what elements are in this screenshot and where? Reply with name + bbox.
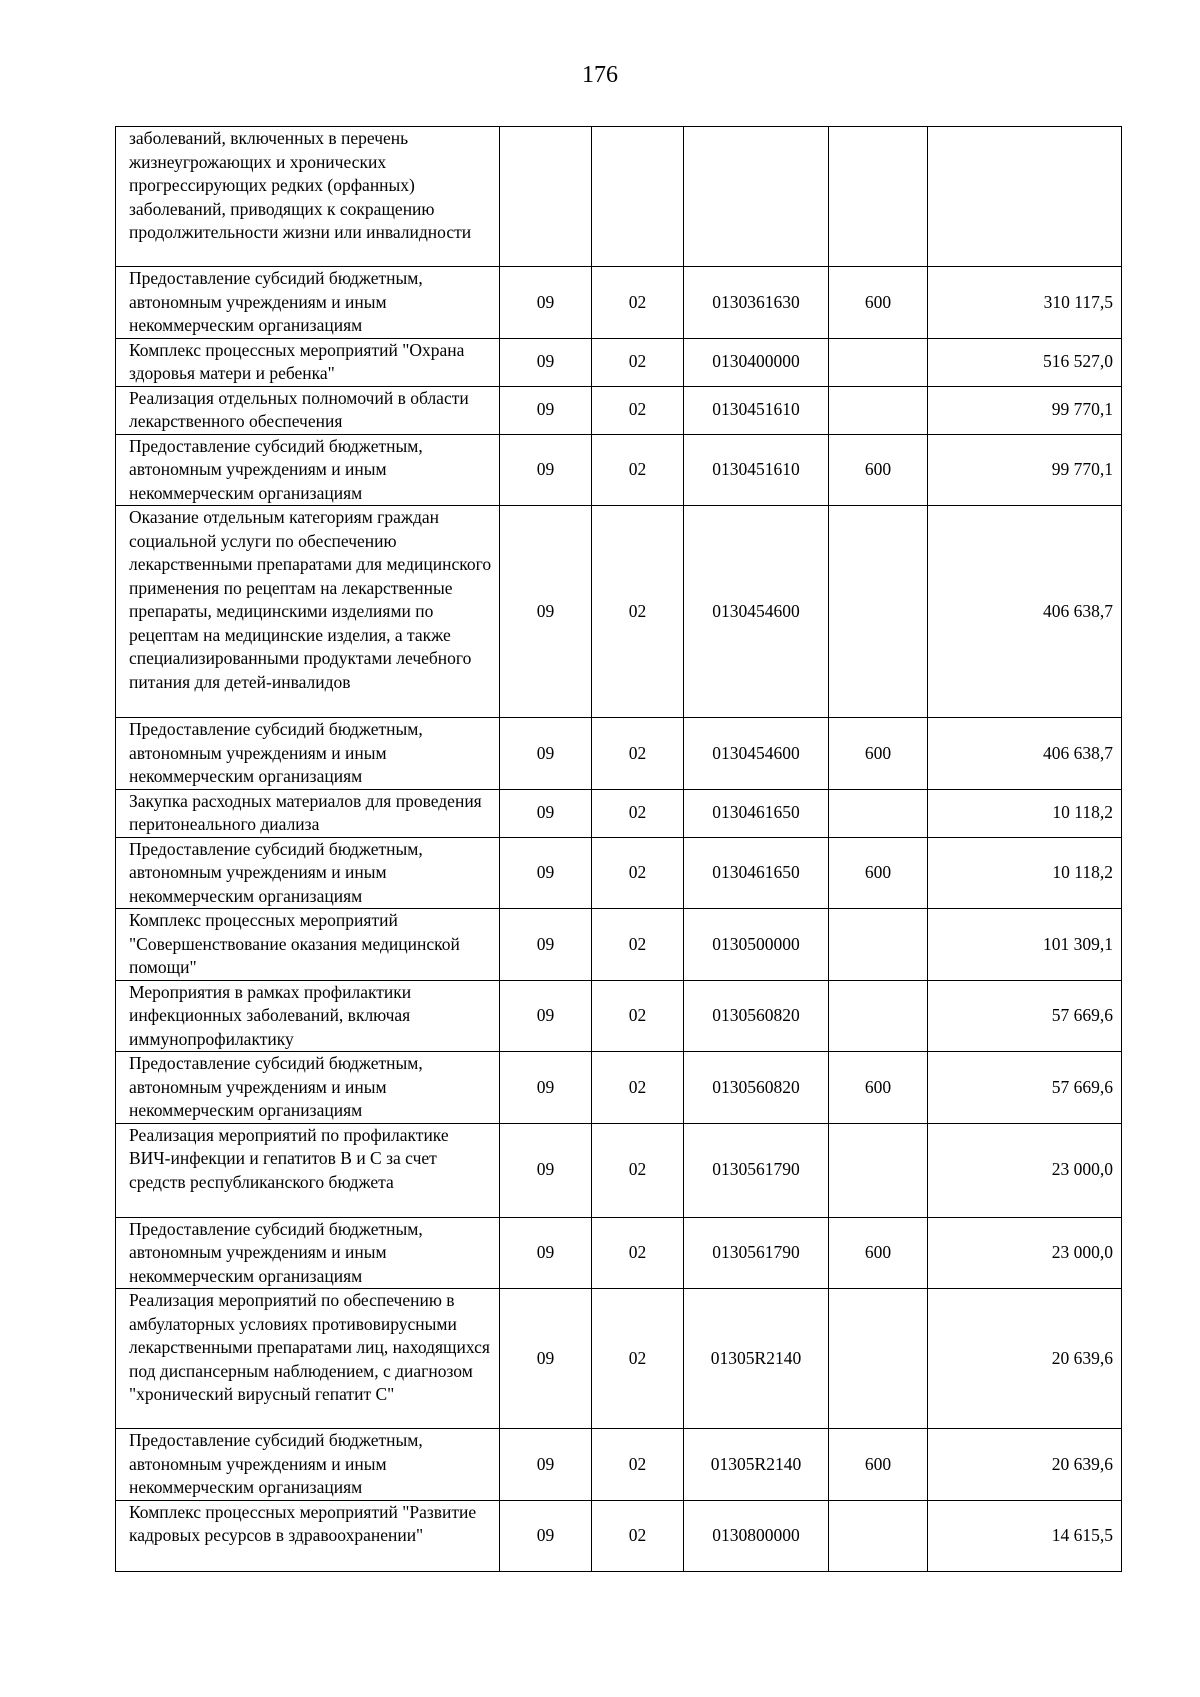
row-target-code: 01305R2140 xyxy=(684,1289,829,1429)
row-expense-type xyxy=(829,127,928,267)
row-subsection: 02 xyxy=(592,718,684,790)
row-target-code: 0130500000 xyxy=(684,909,829,981)
row-subsection: 02 xyxy=(592,1289,684,1429)
row-amount: 57 669,6 xyxy=(928,980,1122,1052)
row-name: Предоставление субсидий бюджетным, автономным учреждениям и иным некоммерческим организациям xyxy=(116,434,500,506)
row-target-code: 0130454600 xyxy=(684,506,829,718)
row-expense-type: 600 xyxy=(829,718,928,790)
row-expense-type xyxy=(829,338,928,386)
row-target-code: 0130400000 xyxy=(684,338,829,386)
row-name: Предоставление субсидий бюджетным, автономным учреждениям и иным некоммерческим организациям xyxy=(116,267,500,339)
row-subsection: 02 xyxy=(592,1217,684,1289)
row-target-code: 0130451610 xyxy=(684,434,829,506)
row-name: Закупка расходных материалов для проведения перитонеального диализа xyxy=(116,789,500,837)
table-row xyxy=(116,789,1122,837)
row-section: 09 xyxy=(500,789,592,837)
row-subsection: 02 xyxy=(592,909,684,981)
row-target-code: 0130461650 xyxy=(684,789,829,837)
row-target-code: 0130451610 xyxy=(684,386,829,434)
row-name: Реализация отдельных полномочий в области лекарственного обеспечения xyxy=(116,386,500,434)
row-target-code: 0130561790 xyxy=(684,1123,829,1217)
row-section: 09 xyxy=(500,837,592,909)
row-expense-type: 600 xyxy=(829,1429,928,1501)
row-section: 09 xyxy=(500,980,592,1052)
row-name: Реализация мероприятий по профилактике ВИЧ-инфекции и гепатитов B и C за счет средств республиканского бюджета xyxy=(116,1123,500,1217)
row-target-code: 0130800000 xyxy=(684,1500,829,1571)
row-name: Мероприятия в рамках профилактики инфекционных заболеваний, включая иммунопрофилактику xyxy=(116,980,500,1052)
row-section: 09 xyxy=(500,434,592,506)
row-section: 09 xyxy=(500,1217,592,1289)
row-target-code: 0130454600 xyxy=(684,718,829,790)
page-number: 176 xyxy=(582,62,618,88)
row-amount: 516 527,0 xyxy=(928,338,1122,386)
row-target-code xyxy=(684,127,829,267)
row-amount: 10 118,2 xyxy=(928,837,1122,909)
row-name: Комплекс процессных мероприятий "Развитие кадровых ресурсов в здравоохранении" xyxy=(116,1500,500,1571)
row-section: 09 xyxy=(500,386,592,434)
row-amount: 20 639,6 xyxy=(928,1429,1122,1501)
table-row xyxy=(116,338,1122,386)
row-expense-type: 600 xyxy=(829,434,928,506)
table-row xyxy=(116,386,1122,434)
row-name: Предоставление субсидий бюджетным, автономным учреждениям и иным некоммерческим организациям xyxy=(116,1052,500,1124)
row-subsection: 02 xyxy=(592,837,684,909)
row-amount: 310 117,5 xyxy=(928,267,1122,339)
row-subsection: 02 xyxy=(592,980,684,1052)
row-section: 09 xyxy=(500,506,592,718)
row-subsection xyxy=(592,127,684,267)
table-row xyxy=(116,718,1122,790)
row-amount: 99 770,1 xyxy=(928,434,1122,506)
row-expense-type xyxy=(829,980,928,1052)
table-row xyxy=(116,1217,1122,1289)
row-target-code: 01305R2140 xyxy=(684,1429,829,1501)
table-row xyxy=(116,434,1122,506)
row-subsection: 02 xyxy=(592,1429,684,1501)
row-subsection: 02 xyxy=(592,1500,684,1571)
row-amount: 20 639,6 xyxy=(928,1289,1122,1429)
row-name: заболеваний, включенных в перечень жизнеугрожающих и хронических прогрессирующих редких (орфанных) заболеваний, приводящих к сокращению продолжительности жизни или инвалидности xyxy=(116,127,500,267)
row-subsection: 02 xyxy=(592,338,684,386)
row-expense-type: 600 xyxy=(829,1052,928,1124)
row-expense-type xyxy=(829,1289,928,1429)
row-amount: 57 669,6 xyxy=(928,1052,1122,1124)
table-row xyxy=(116,127,1122,267)
table-row xyxy=(116,267,1122,339)
row-expense-type xyxy=(829,1500,928,1571)
row-amount: 406 638,7 xyxy=(928,718,1122,790)
row-name: Предоставление субсидий бюджетным, автономным учреждениям и иным некоммерческим организациям xyxy=(116,1429,500,1501)
row-name: Оказание отдельным категориям граждан социальной услуги по обеспечению лекарственными препаратами для медицинского применения по рецептам на лекарственные препараты, медицинскими изделиями по рецептам на медицинские изделия, а также специализированными продуктами лечебного питания для детей-инвалидов xyxy=(116,506,500,718)
row-name: Предоставление субсидий бюджетным, автономным учреждениям и иным некоммерческим организациям xyxy=(116,837,500,909)
row-name: Предоставление субсидий бюджетным, автономным учреждениям и иным некоммерческим организациям xyxy=(116,1217,500,1289)
row-subsection: 02 xyxy=(592,506,684,718)
row-section: 09 xyxy=(500,1052,592,1124)
table-row xyxy=(116,1500,1122,1571)
table-row xyxy=(116,1052,1122,1124)
row-section xyxy=(500,127,592,267)
row-expense-type xyxy=(829,789,928,837)
row-name: Комплекс процессных мероприятий "Охрана здоровья матери и ребенка" xyxy=(116,338,500,386)
row-section: 09 xyxy=(500,1289,592,1429)
table-row xyxy=(116,1429,1122,1501)
row-expense-type xyxy=(829,909,928,981)
row-expense-type xyxy=(829,506,928,718)
row-target-code: 0130561790 xyxy=(684,1217,829,1289)
row-section: 09 xyxy=(500,909,592,981)
table-row xyxy=(116,909,1122,981)
row-section: 09 xyxy=(500,267,592,339)
row-expense-type xyxy=(829,386,928,434)
row-subsection: 02 xyxy=(592,1123,684,1217)
row-section: 09 xyxy=(500,718,592,790)
table-row xyxy=(116,1123,1122,1217)
row-amount: 23 000,0 xyxy=(928,1217,1122,1289)
row-section: 09 xyxy=(500,338,592,386)
row-subsection: 02 xyxy=(592,434,684,506)
row-amount: 14 615,5 xyxy=(928,1500,1122,1571)
row-amount xyxy=(928,127,1122,267)
table-row xyxy=(116,837,1122,909)
row-subsection: 02 xyxy=(592,789,684,837)
row-amount: 23 000,0 xyxy=(928,1123,1122,1217)
row-subsection: 02 xyxy=(592,386,684,434)
row-expense-type: 600 xyxy=(829,1217,928,1289)
row-name: Комплекс процессных мероприятий "Совершенствование оказания медицинской помощи" xyxy=(116,909,500,981)
row-amount: 10 118,2 xyxy=(928,789,1122,837)
table-row xyxy=(116,980,1122,1052)
row-expense-type xyxy=(829,1123,928,1217)
row-section: 09 xyxy=(500,1429,592,1501)
row-target-code: 0130361630 xyxy=(684,267,829,339)
row-subsection: 02 xyxy=(592,267,684,339)
row-target-code: 0130560820 xyxy=(684,980,829,1052)
row-subsection: 02 xyxy=(592,1052,684,1124)
table-row xyxy=(116,506,1122,718)
row-name: Предоставление субсидий бюджетным, автономным учреждениям и иным некоммерческим организациям xyxy=(116,718,500,790)
row-amount: 406 638,7 xyxy=(928,506,1122,718)
row-section: 09 xyxy=(500,1500,592,1571)
row-expense-type: 600 xyxy=(829,837,928,909)
row-name: Реализация мероприятий по обеспечению в амбулаторных условиях противовирусными лекарственными препаратами лиц, находящихся под диспансерным наблюдением, с диагнозом "хронический вирусный гепатит C" xyxy=(116,1289,500,1429)
row-amount: 101 309,1 xyxy=(928,909,1122,981)
table-row xyxy=(116,1289,1122,1429)
row-amount: 99 770,1 xyxy=(928,386,1122,434)
row-expense-type: 600 xyxy=(829,267,928,339)
row-target-code: 0130560820 xyxy=(684,1052,829,1124)
row-target-code: 0130461650 xyxy=(684,837,829,909)
row-section: 09 xyxy=(500,1123,592,1217)
budget-table xyxy=(115,126,1122,1572)
